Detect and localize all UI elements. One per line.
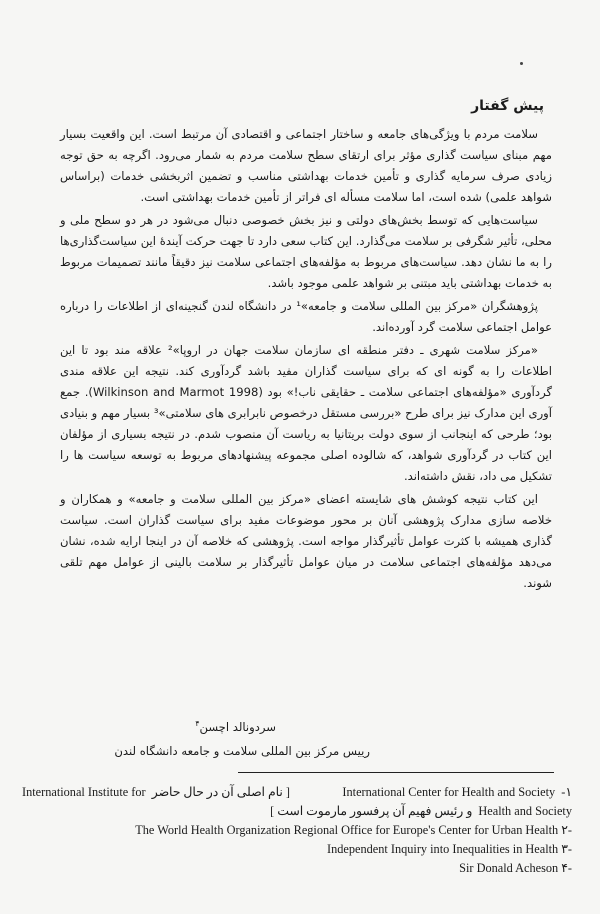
footnote-1-left-en: International Institute for <box>22 785 146 799</box>
footnote-1b-en: Health and Society <box>478 804 572 818</box>
footnote-1-number: -۱ <box>561 785 572 799</box>
preface-title: پیش گفتار <box>471 98 544 114</box>
signature-name: سردونالد اچسن <box>199 719 276 734</box>
footnotes <box>22 783 572 878</box>
paragraph-5: این کتاب نتیجه کوشش های شایسته اعضای «مرکز بین المللی سلامت و جامعه» و همکاران و خلاصه سازی مدارک پژوهشی آنان بر محور موضوعات مفید برای سیاست گذاران است. سیاست گذاری همیشه با کثرت عوامل تأثیرگذار مواجه است. پژوهشی که خلاصه آن در اینجا ارایه شده، نشان می‌دهد مؤلفه‌های اجتماعی سلامت در میان عوامل تأثیرگذار بر سلامت بالینی از عوامل مهم تلقی شوند. <box>60 492 552 590</box>
paragraph-3: پژوهشگران «مرکز بین المللی سلامت و جامعه»¹ در دانشگاه لندن گنجینه‌ای از اطلاعات را درباره عوامل اجتماعی سلامت گرد آورده‌اند. <box>60 299 552 334</box>
page-mark <box>520 62 523 65</box>
paragraph-1: سلامت مردم با ویژگی‌های جامعه و ساختار اجتماعی و اقتصادی آن مرتبط است. این واقعیت بسیار مهم مبنای سیاست گذاری مؤثر برای ارتقای سطح سلامت مردم به شمار می‌رود. اگرچه به حق توجه زیادی صرف سرمایه گذاری و تأمین خدمات بهداشتی مناسب و تضمین اثربخشی خدمات (براساس شواهد علمی) شده است، اما سلامت مسأله ای فراتر از تأمین خدمات بهداشتی است. <box>60 127 552 204</box>
footnote-1-en: International Center for Health and Society <box>342 785 556 799</box>
signature-block <box>50 712 370 763</box>
footnote-4-number: -۴ <box>561 861 572 875</box>
signature-role: رییس مرکز بین المللی سلامت و جامعه دانشگاه لندن <box>114 743 370 758</box>
footnote-1-continued <box>22 802 572 821</box>
footnote-4 <box>22 859 572 878</box>
paragraph-4: «مرکز سلامت شهری ـ دفتر منطقه ای سازمان سلامت جهان در اروپا»² علاقه مند بود تا این اطلاعات را به گونه ای که برای سیاست گذاران مفید باشد گردآوری کند. نتیجه این علاقه مندی گردآوری «مؤلفه‌های اجتماعی سلامت ـ حقایقی ناب!» بود (Wilkinson and Marmot 1998). جمع آوری این مدارک نیز برای طرح «بررسی مستقل درخصوص نابرابری های سلامتی»³ بسیار مهم و بنیادی بود؛ طرحی که اینجانب از سوی دولت بریتانیا به ریاست آن منصوب شدم. در نتیجه بسیاری از مؤلفان این کتاب در گردآوری شواهد، که شالوده اصلی مجموعه پیشنهادهای مربوط به توسعه سیاست ها را تشکیل می داد، نقش داشته‌اند. <box>60 343 552 483</box>
footnote-1b-fa: و رئیس فهیم آن پرفسور مارموت است ] <box>270 804 473 818</box>
footnote-2-en: The World Health Organization Regional Office for Europe's Center for Urban Health <box>135 823 559 837</box>
footnote-1-fa: [ نام اصلی آن در حال حاضر <box>151 785 291 799</box>
footnote-2 <box>22 821 572 840</box>
preface-body <box>60 124 552 594</box>
footnote-3 <box>22 840 572 859</box>
paragraph-2: سیاست‌هایی که توسط بخش‌های دولتی و نیز بخش خصوصی دنبال می‌شود در هر دو سطح ملی و محلی، تأثیر شگرفی بر سلامت می‌گذارد. این کتاب سعی دارد تا جهت حرکت آیندهٔ این سیاست‌گذاری‌ها را به ما نشان دهد. سیاست‌های مربوط به مؤلفه‌های اجتماعی سلامت نیز دقیقاً مانند تصمیمات مربوط به خدمات بهداشتی باید مبتنی بر شواهد علمی موجود باشد. <box>60 213 552 290</box>
signature-footnote-ref: ۴ <box>195 719 200 728</box>
footnote-1 <box>22 783 572 802</box>
footnote-2-number: -۲ <box>561 823 572 837</box>
footnote-3-en: Independent Inquiry into Inequalities in Health <box>327 842 559 856</box>
footnote-divider <box>238 772 554 773</box>
footnote-4-en: Sir Donald Acheson <box>459 861 559 875</box>
signature-name-line <box>50 712 370 739</box>
footnote-3-number: -۳ <box>561 842 572 856</box>
